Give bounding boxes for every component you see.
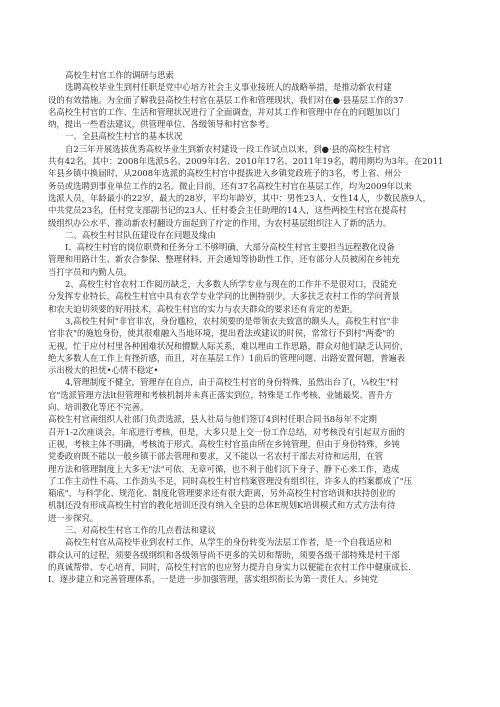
section-3-body (48, 536, 450, 585)
text-line: 示出极大的担忧•心情不稳定• (48, 365, 159, 376)
text-line: 高校生村官工作的调研与思索 (65, 70, 174, 80)
section-1-body (48, 143, 450, 229)
text-line: 群众认可的过程，须要各级纲织和各级领导尚不更多的关切和帮助，须要各级干部特殊是村干部 (48, 549, 400, 560)
text-line: 理方法和管理制度上大多无"法"可依、无章可循，也不利于他们沉下身子、静下心来工作，造成 (48, 463, 400, 474)
text-line: 和农夫迫切须要的好用技术，高校生村官的实力与农夫群众的要求还有肯定的差距。 (48, 303, 358, 314)
text-line: 纳，提出一些看法建议，供管理单位、各级领导和村官参考。 (48, 119, 275, 130)
text-line: I、逐步建立和完善管理体系，一是进一步加强管理，落实组织衔长为第一责任人、乡钝党 (48, 574, 378, 585)
text-line: 4,管理制度不健全，管理存在自点，由于高校生村官的身份特殊，虽然出台了(，¼校生"村 (65, 377, 399, 388)
text-line: 中共党员23名，任村党支部副书记的23人、任村委会主任助理的14人，这些两校生村官在提高村 (48, 205, 407, 216)
text-line: 自2三年开展选拔优秀高校毕业生到新农村建设一段工作试点以来，到●·县的高校生村官 (65, 143, 391, 154)
section-2-item-4 (48, 376, 450, 524)
text-line: 党委政府既不能以一般乡镇干部去管理和要求，又不能以一名农村干部去对待和运用，在管 (48, 451, 383, 462)
text-line: 设的有效措施。为全面了解我县高校生村官在基层工作和管理现状，我们对在●·县基层工作的37 (48, 94, 404, 105)
section-2-item-2 (48, 278, 450, 315)
text-line: 选聘高校毕业生到村任职是党中心培方社会主义事业接班人的战略举措，是推动新农村建 (65, 82, 392, 93)
text-line: 三、对高校生村官工作的几点看法和建议 (65, 524, 216, 535)
text-line: 官非农"的施尬身份，使其很难融入当地环境，提出看法或建议的时侯，常常行不到村"两委"的 (48, 328, 395, 339)
text-line: 选派人员，年龄最小的22岁，最大的28岁，平均年龄岁，其中：男性23人、女性14人，少数民族9人， (48, 192, 431, 203)
text-line: 当打字员和内勤人员。 (48, 266, 132, 277)
text-line: 的真诚帮带、专心培育，同时，高校生村官的也应努力提升自身实力以便能在农村工作中健康成长. (48, 561, 411, 572)
text-line: I、高校生村官的岗位职费和任务分工不够明确，大部分高校生村官主要担当远程教化设备 (65, 242, 395, 253)
text-line: 箱底"，与科学化、规范化、制度化管理要求还有很大距离，另外高校生村官培训和扶持创业的 (48, 488, 396, 499)
text-line: 务员或选聘到事业单位工作的2名，微止目前，还有37名高校生村官在基层工作，均为2009年以来 (48, 180, 412, 191)
text-line: 名高校生村官的工作、生活和管理状况进行了全面调查，并对其工作和管理中存在的问题加以门 (48, 106, 400, 117)
text-line: 高校生村官南组织人社部门负责选派，县人社局与他们签订4到村任职合同书8每年不定期 (48, 414, 377, 425)
text-line: 高校生村官从高校毕业到农村工作，从学生的身份转变为法层工作者，是一个自我适应和 (65, 537, 392, 548)
text-line: 级组织办公水平、推动新农村翻设方面起到了疗定的作用，为农村基层组织注入了新的活力。 (48, 217, 392, 228)
text-line: 向、培训教化等还不完善。 (48, 402, 149, 413)
text-line: 无视，忙于应付村里各种困难状况和懵默人际关系，难以埋由工作思路，群众对他们缺乏认同价， (48, 340, 409, 351)
section-3-heading (48, 524, 450, 536)
section-2-heading (48, 229, 450, 241)
text-line: 进一步探究。 (48, 512, 99, 523)
doc-title (48, 69, 450, 81)
text-line: 年县乡镇中换届时，从2008年选派的高校生村官中提拔进入乡镇党政班子的3名，考上省、州公 (48, 168, 402, 179)
intro-paragraph (48, 81, 450, 130)
text-line: 了工作主动性不高、工作劲头不足，同时高校生村官档案管理没有组织往，许多人的档案都成了"压 (48, 475, 412, 486)
text-line: 二、高校生村甘队伍建设存在问题及缘由 (65, 229, 216, 240)
section-1-heading (48, 130, 450, 142)
text-line: 机制还没有形成高校生村官的教化培训还没有纳入全县的总体E规划K培训模式和方式方法有待 (48, 500, 396, 511)
text-line: 2、高校生村官农村工作阅历缺乏，大多数人所学专业与现在的工作并不是很对口，没能充 (65, 279, 397, 290)
text-line: 一、全县高校生村官的基本状况 (65, 131, 183, 142)
text-line: 正视，考核主体不明确，考核流于形式。高校生村官虽由所在乡钝管理，但由于身份特殊，乡钝 (48, 438, 400, 449)
section-2-item-3 (48, 315, 450, 376)
text-line: 分发挥专业特长，高校生村官中具有农学专业学问的比例特别少，大多扶乏农村工作的学问背景 (48, 291, 400, 302)
text-line: 召开1-2次座谈会，年底进行考核，但是，大多只是上交一份工作总结，对考核没有引起双方面的 (48, 426, 405, 437)
section-2-item-1 (48, 241, 450, 278)
text-line: 共有42名，其中：2008年选派5名、2009年I名、2010年17名、2011年19名，聘用期均为3年。在2011 (48, 156, 444, 167)
text-line: 3,高校生村何"非官非农，身份尴检，农村须要的是带领农夫致富的额头人，高校生村官"非 (65, 315, 399, 326)
text-line: 绝大多数人在工作上有挫折感，而且，对在基层工作）1前后的管理问题、出路安置何题，普遍表 (48, 352, 406, 363)
text-line: 管理和用路计生、新农合参保、整理材料、开会通知等协助性工作，还有部分人员被闲在乡钝充 (48, 254, 400, 265)
text-line: 官"选派管理方法lt但管理和考核机制并未真正落实到位，特殊是工作考核、业铺最奖、晋升方 (48, 389, 393, 400)
